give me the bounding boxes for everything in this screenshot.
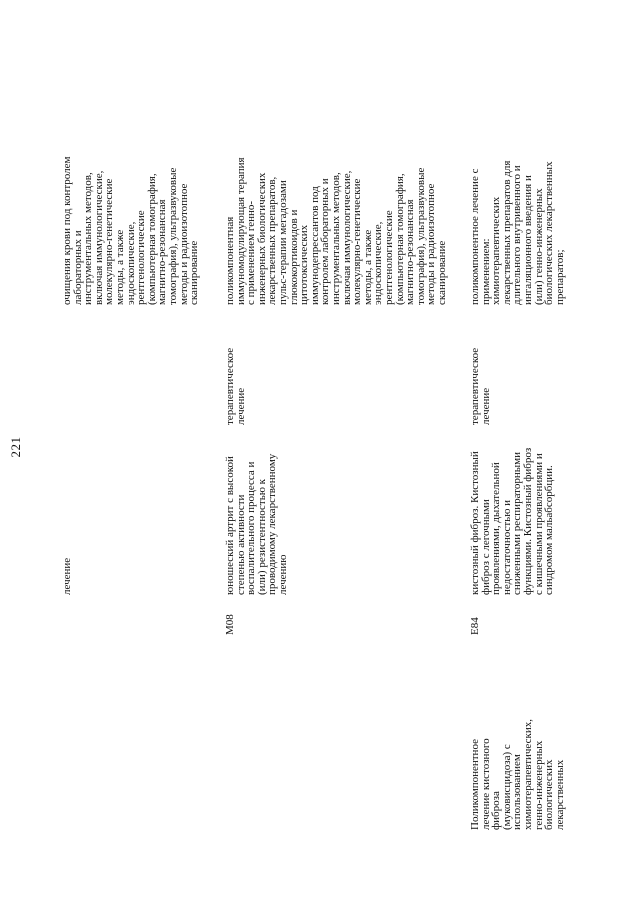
cell-icd-code: E84: [469, 617, 481, 635]
cell-diagnosis: кистозный фиброз. Кистозный фиброз с легочными проявлениями, дыхательной недостаточностью и сниженными респираторными функциями. Кистозный фиброз с кишечными проявлениями и синдромом мальабсорбции.: [469, 447, 556, 595]
page-number: 221: [8, 436, 23, 458]
cell-treatment-method: поликомпонентное лечение с применением: химиотерапевтических лекарственных препаратов для длительного внутривенного и ингаляционного введения и (или) генно-инженерных биологических лекарственных препаратов;: [469, 160, 566, 305]
cell-treatment-type: терапевтическое лечение: [469, 347, 492, 425]
cell-diagnosis: лечение: [61, 557, 73, 595]
cell-diagnosis: юношеский артрит с высокой степенью активности воспалительного процесса и (или) резистентностью к проводимому лекарственному лечению: [224, 453, 289, 595]
cell-technology-name: Поликомпонентное лечение кистозного фиброза (муковисцидоза) с использованием химиотерапевтических, генно-инженерных биологических лекарственных: [469, 719, 566, 830]
cell-treatment-method: очищения крови под контролем лабораторных и инструментальных методов, включая иммунологические, молекулярно-генетические методы, а также эндоскопические, рентгенологические (компьютерная томография, магнитно-резонансная томография), ультразвуковые методы и радиоизотопное сканирование: [61, 156, 201, 305]
cell-icd-code: M08: [224, 614, 236, 635]
cell-treatment-method: поликомпонентная иммуномодулирующая терапия с применением генно-инженерных биологических лекарственных препаратов, пульс-терапии мегадозами глюкокортикоидов и цитотоксических иммунодепрессантов под контролем лабораторных и инструментальных методов, включая иммунологические, молекулярно-генетические методы, а также эндоскопические, рентгенологические (компьютерная томография, магнитно-резонансная томография), ультразвуковые методы и радиоизотопное сканирование: [224, 157, 448, 305]
cell-treatment-type: терапевтическое лечение: [224, 347, 247, 425]
